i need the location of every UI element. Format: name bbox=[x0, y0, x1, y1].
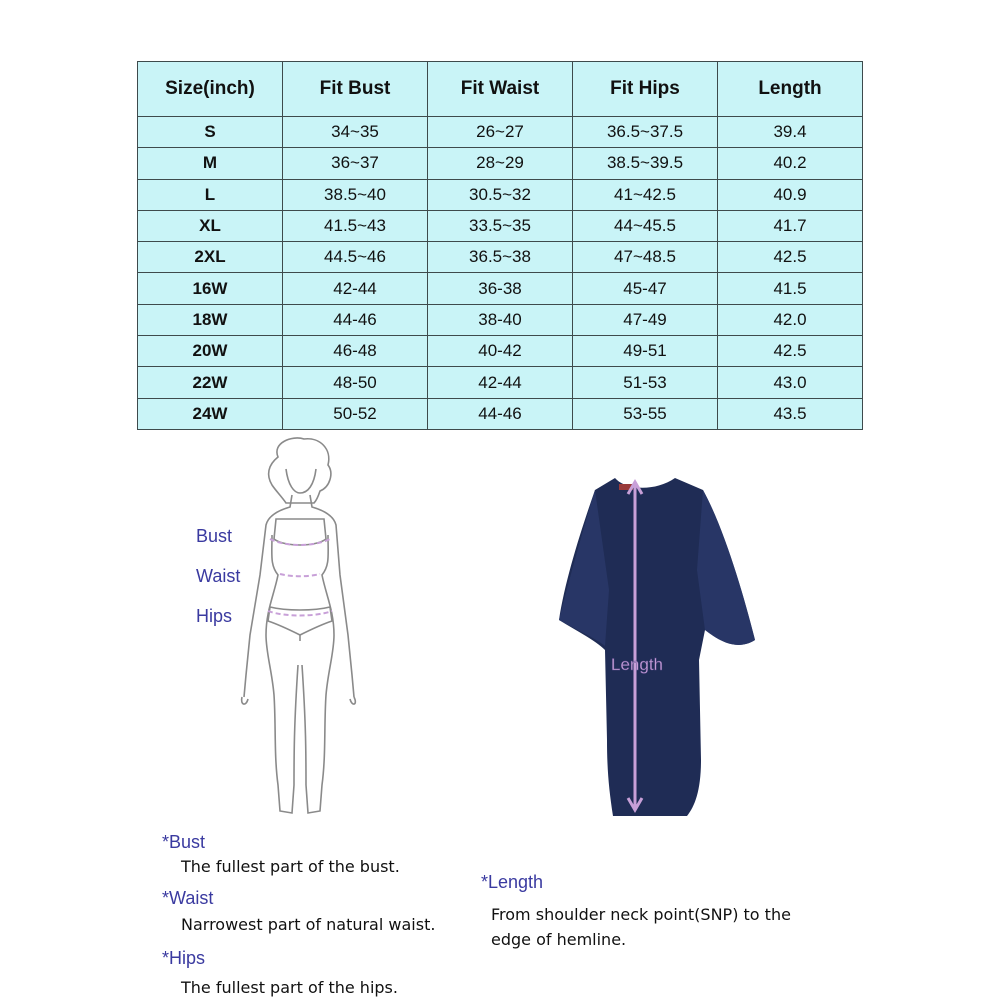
cell-fit-bust: 44.5~46 bbox=[283, 242, 428, 273]
cell-size: M bbox=[138, 148, 283, 179]
cell-length: 41.5 bbox=[718, 273, 863, 304]
size-row bbox=[138, 398, 863, 429]
note-hips-text: The fullest part of the hips. bbox=[181, 978, 398, 997]
cell-fit-bust: 41.5~43 bbox=[283, 210, 428, 241]
header-length: Length bbox=[718, 62, 863, 117]
size-row bbox=[138, 336, 863, 367]
header-size: Size(inch) bbox=[138, 62, 283, 117]
cell-fit-bust: 46-48 bbox=[283, 336, 428, 367]
cell-fit-bust: 48-50 bbox=[283, 367, 428, 398]
cell-fit-waist: 36.5~38 bbox=[428, 242, 573, 273]
cell-size: 2XL bbox=[138, 242, 283, 273]
cell-fit-bust: 36~37 bbox=[283, 148, 428, 179]
cell-size: 16W bbox=[138, 273, 283, 304]
cell-fit-hips: 49-51 bbox=[573, 336, 718, 367]
cell-fit-waist: 38-40 bbox=[428, 304, 573, 335]
cell-fit-hips: 45-47 bbox=[573, 273, 718, 304]
cell-size: 18W bbox=[138, 304, 283, 335]
size-row bbox=[138, 242, 863, 273]
cell-fit-waist: 42-44 bbox=[428, 367, 573, 398]
note-bust-heading: *Bust bbox=[162, 832, 206, 852]
figure-label-waist: Waist bbox=[196, 566, 241, 586]
cell-fit-hips: 44~45.5 bbox=[573, 210, 718, 241]
header-fit-hips: Fit Hips bbox=[573, 62, 718, 117]
size-chart-body bbox=[138, 117, 863, 430]
cell-fit-bust: 50-52 bbox=[283, 398, 428, 429]
cell-fit-hips: 38.5~39.5 bbox=[573, 148, 718, 179]
note-length-heading: *Length bbox=[481, 872, 544, 892]
header-fit-bust: Fit Bust bbox=[283, 62, 428, 117]
size-row bbox=[138, 273, 863, 304]
cell-fit-bust: 42-44 bbox=[283, 273, 428, 304]
cell-length: 40.2 bbox=[718, 148, 863, 179]
size-chart-header-row bbox=[138, 62, 863, 117]
body-outline-figure bbox=[220, 435, 380, 825]
cell-length: 42.0 bbox=[718, 304, 863, 335]
cell-size: XL bbox=[138, 210, 283, 241]
cell-size: S bbox=[138, 117, 283, 148]
cell-size: 24W bbox=[138, 398, 283, 429]
cell-fit-hips: 41~42.5 bbox=[573, 179, 718, 210]
cell-fit-waist: 30.5~32 bbox=[428, 179, 573, 210]
cell-fit-waist: 33.5~35 bbox=[428, 210, 573, 241]
header-fit-waist: Fit Waist bbox=[428, 62, 573, 117]
note-length-text-line2: edge of hemline. bbox=[491, 930, 627, 949]
note-waist-text: Narrowest part of natural waist. bbox=[181, 915, 436, 934]
cell-fit-waist: 28~29 bbox=[428, 148, 573, 179]
cell-fit-waist: 44-46 bbox=[428, 398, 573, 429]
cell-fit-hips: 36.5~37.5 bbox=[573, 117, 718, 148]
cell-fit-waist: 36-38 bbox=[428, 273, 573, 304]
cell-fit-waist: 26~27 bbox=[428, 117, 573, 148]
cell-fit-hips: 53-55 bbox=[573, 398, 718, 429]
cell-length: 42.5 bbox=[718, 336, 863, 367]
size-row bbox=[138, 117, 863, 148]
cell-length: 41.7 bbox=[718, 210, 863, 241]
cell-size: L bbox=[138, 179, 283, 210]
size-row bbox=[138, 367, 863, 398]
size-row bbox=[138, 179, 863, 210]
note-waist-heading: *Waist bbox=[162, 888, 214, 908]
cell-fit-hips: 47-49 bbox=[573, 304, 718, 335]
figure-label-bust: Bust bbox=[196, 526, 233, 546]
note-bust-text: The fullest part of the bust. bbox=[181, 857, 400, 876]
cell-fit-bust: 34~35 bbox=[283, 117, 428, 148]
size-row bbox=[138, 304, 863, 335]
size-row bbox=[138, 148, 863, 179]
cell-length: 39.4 bbox=[718, 117, 863, 148]
cell-fit-bust: 38.5~40 bbox=[283, 179, 428, 210]
cell-fit-bust: 44-46 bbox=[283, 304, 428, 335]
cell-length: 42.5 bbox=[718, 242, 863, 273]
dress-length-label: Length bbox=[611, 655, 663, 674]
cell-fit-hips: 51-53 bbox=[573, 367, 718, 398]
cell-fit-waist: 40-42 bbox=[428, 336, 573, 367]
figure-label-hips: Hips bbox=[196, 606, 233, 626]
cell-fit-hips: 47~48.5 bbox=[573, 242, 718, 273]
cell-length: 43.5 bbox=[718, 398, 863, 429]
cell-size: 22W bbox=[138, 367, 283, 398]
dress-image bbox=[555, 470, 755, 830]
size-chart-table bbox=[137, 61, 863, 430]
cell-size: 20W bbox=[138, 336, 283, 367]
note-hips-heading: *Hips bbox=[162, 948, 206, 968]
cell-length: 40.9 bbox=[718, 179, 863, 210]
size-row bbox=[138, 210, 863, 241]
cell-length: 43.0 bbox=[718, 367, 863, 398]
note-length-text-line1: From shoulder neck point(SNP) to the bbox=[491, 905, 791, 924]
